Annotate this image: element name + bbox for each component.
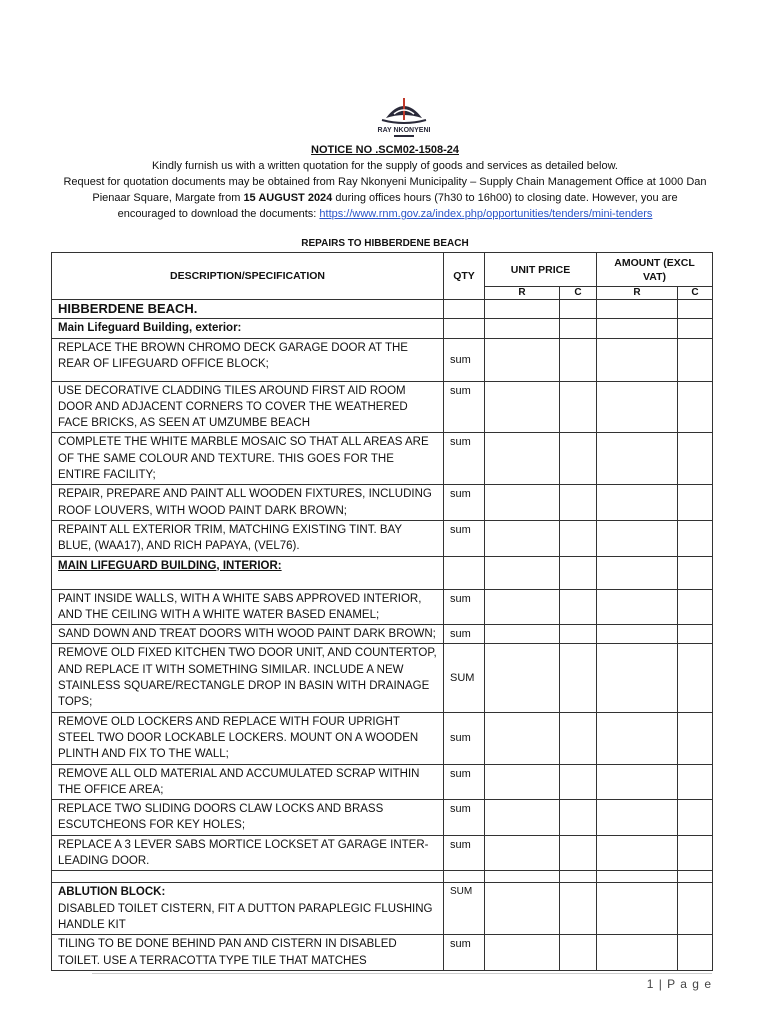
table-row — [52, 835, 713, 871]
col-qty: QTY — [444, 253, 485, 300]
closing-date: 15 AUGUST 2024 — [243, 192, 333, 204]
item-description: REMOVE OLD FIXED KITCHEN TWO DOOR UNIT, AND COUNTERTOP, AND REPLACE IT WITH SOMETHING SIMILAR. INCLUDE A NEW STAINLESS SQUARE/RECTANGLE DROP IN BASIN WITH DRAINAGE TOPS; — [52, 644, 444, 712]
svg-text:RAY NKONYENI: RAY NKONYENI — [377, 127, 431, 134]
item-description: REMOVE ALL OLD MATERIAL AND ACCUMULATED SCRAP WITHIN THE OFFICE AREA; — [52, 764, 444, 800]
item-description: TILING TO BE DONE BEHIND PAN AND CISTERN IN DISABLED TOILET. USE A TERRACOTTA TYPE TILE THAT MATCHES — [52, 935, 444, 971]
table-row — [52, 433, 713, 485]
item-description: REPLACE THE BROWN CHROMO DECK GARAGE DOOR AT THE REAR OF LIFEGUARD OFFICE BLOCK; — [52, 338, 444, 381]
table-row — [52, 871, 713, 883]
item-description: REPLACE A 3 LEVER SABS MORTICE LOCKSET AT GARAGE INTER-LEADING DOOR. — [52, 835, 444, 871]
item-qty: sum — [444, 800, 485, 836]
col-unit-c: C — [560, 287, 597, 300]
table-row — [52, 381, 713, 433]
instructions-line-1: Request for quotation documents may be obtained from Ray Nkonyeni Municipality – Supply Chain Management Office at 1000 Dan — [63, 176, 707, 188]
instructions-line-3: encouraged to download the documents: https://www.rnm.gov.za/index.php/opportunities/tenders/mini-tenders — [117, 208, 653, 220]
header-row — [52, 253, 713, 287]
item-description: PAINT INSIDE WALLS, WITH A WHITE SABS APPROVED INTERIOR, AND THE CEILING WITH A WHITE WATER BASED ENAMEL; — [52, 589, 444, 625]
item-description: USE DECORATIVE CLADDING TILES AROUND FIRST AID ROOM DOOR AND ADJACENT CORNERS TO COVER THE WEATHERED FACE BRICKS, AS SEEN AT UMZUMBE BEACH — [52, 381, 444, 433]
item-qty: sum — [444, 764, 485, 800]
ray-nkonyeni-logo — [372, 92, 436, 140]
table-row — [52, 764, 713, 800]
table-row — [52, 935, 713, 971]
item-qty: sum — [444, 338, 485, 381]
item-qty: sum — [444, 433, 485, 485]
item-description: REPLACE TWO SLIDING DOORS CLAW LOCKS AND BRASS ESCUTCHEONS FOR KEY HOLES; — [52, 800, 444, 836]
notice-number: NOTICE NO .SCM02-1508-24 — [311, 144, 459, 156]
table-row — [52, 712, 713, 764]
item-description: ABLUTION BLOCK: DISABLED TOILET CISTERN, FIT A DUTTON PARAPLEGIC FLUSHING HANDLE KIT — [52, 883, 444, 935]
item-description: COMPLETE THE WHITE MARBLE MOSAIC SO THAT ALL AREAS ARE OF THE SAME COLOUR AND TEXTURE. THIS GOES FOR THE ENTIRE FACILITY; — [52, 433, 444, 485]
item-qty: sum — [444, 935, 485, 971]
item-qty: sum — [444, 520, 485, 556]
item-qty: sum — [444, 835, 485, 871]
section-subtitle: Main Lifeguard Building, exterior: — [52, 319, 444, 338]
item-qty: sum — [444, 381, 485, 433]
item-qty: SUM — [444, 644, 485, 712]
footer-divider — [92, 973, 712, 974]
col-description: DESCRIPTION/SPECIFICATION — [52, 253, 444, 300]
col-amount-r: R — [597, 287, 678, 300]
item-description: REMOVE OLD LOCKERS AND REPLACE WITH FOUR UPRIGHT STEEL TWO DOOR LOCKABLE LOCKERS. MOUNT ON A WOODEN PLINTH AND FIX TO THE WALL; — [52, 712, 444, 764]
col-amount-c: C — [678, 287, 713, 300]
tenders-link[interactable]: https://www.rnm.gov.za/index.php/opportunities/tenders/mini-tenders — [319, 208, 653, 220]
item-qty: sum — [444, 589, 485, 625]
table-row — [52, 520, 713, 556]
item-qty: sum — [444, 712, 485, 764]
table-row — [52, 485, 713, 521]
section-title: HIBBERDENE BEACH. — [52, 300, 444, 319]
item-qty: SUM — [444, 883, 485, 935]
instructions-line-2: Pienaar Square, Margate from 15 AUGUST 2024 during offices hours (7h30 to 16h00) to closing date. However, you are — [92, 192, 678, 204]
quotation-table — [51, 252, 713, 971]
table-row — [52, 644, 713, 712]
item-qty: sum — [444, 485, 485, 521]
item-qty: sum — [444, 625, 485, 644]
table-row — [52, 556, 713, 589]
table-row — [52, 883, 713, 935]
table-row — [52, 589, 713, 625]
item-description: REPAINT ALL EXTERIOR TRIM, MATCHING EXISTING TINT. BAY BLUE, (WAA17), AND RICH PAPAYA, (VEL76). — [52, 520, 444, 556]
col-unit-price: UNIT PRICE — [485, 253, 597, 287]
col-amount: AMOUNT (EXCL VAT) — [597, 253, 713, 287]
table-row — [52, 300, 713, 319]
table-title: REPAIRS TO HIBBERDENE BEACH — [301, 238, 469, 249]
item-description: SAND DOWN AND TREAT DOORS WITH WOOD PAINT DARK BROWN; — [52, 625, 444, 644]
table-row — [52, 800, 713, 836]
intro-line: Kindly furnish us with a written quotation for the supply of goods and services as detailed below. — [152, 160, 618, 172]
table-row — [52, 319, 713, 338]
col-unit-r: R — [485, 287, 560, 300]
section-subtitle: MAIN LIFEGUARD BUILDING, INTERIOR: — [52, 556, 444, 589]
section-subtitle: ABLUTION BLOCK: — [58, 886, 166, 899]
page-number: 1 | P a g e — [646, 977, 712, 991]
item-description: REPAIR, PREPARE AND PAINT ALL WOODEN FIXTURES, INCLUDING ROOF LOUVERS, WITH WOOD PAINT DARK BROWN; — [52, 485, 444, 521]
table-row — [52, 338, 713, 381]
table-row — [52, 625, 713, 644]
